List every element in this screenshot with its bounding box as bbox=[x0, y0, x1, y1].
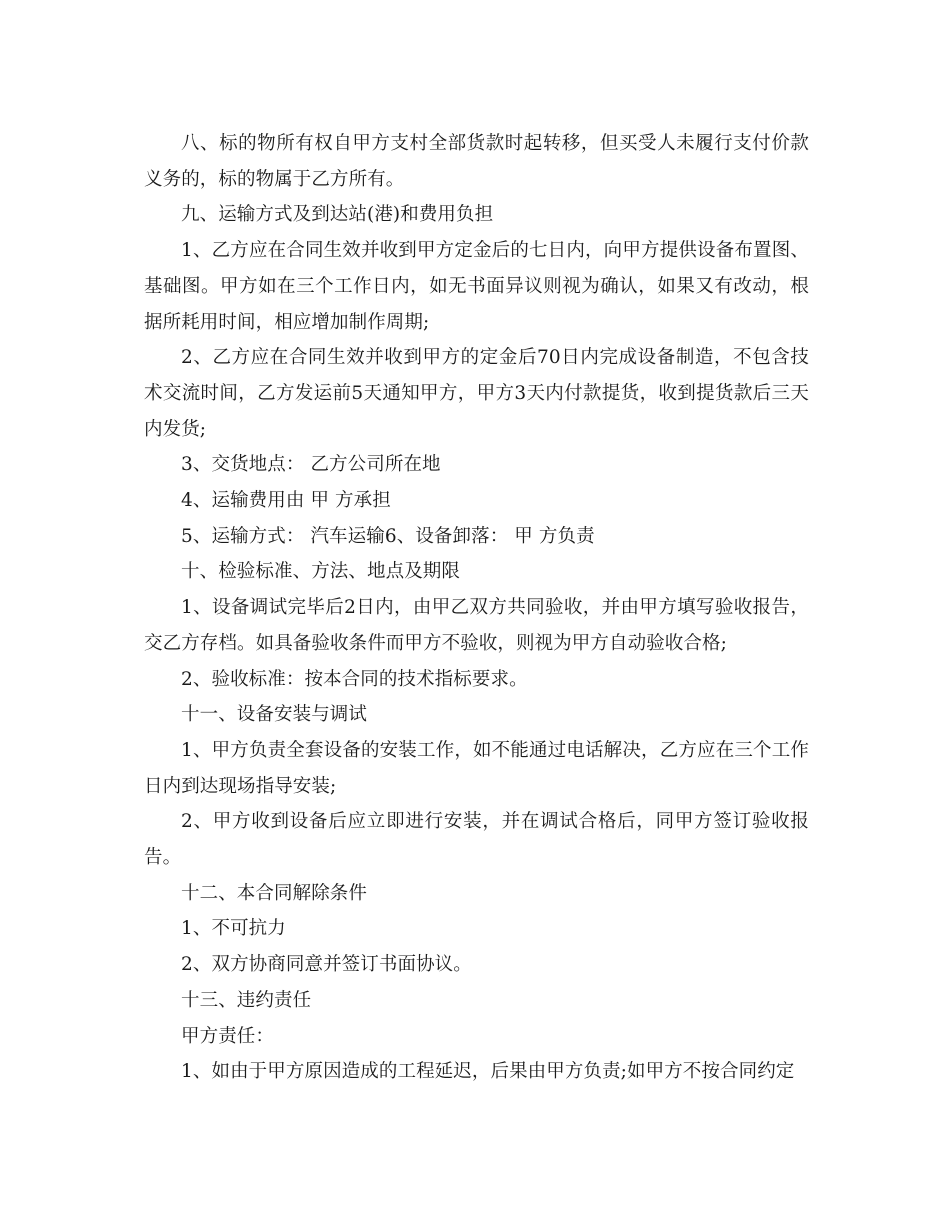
clause-11-item-2: 2、甲方收到设备后应立即进行安装，并在调试合格后，同甲方签订验收报告。 bbox=[144, 811, 809, 869]
clause-9-item-3: 3、交货地点： 乙方公司所在地 bbox=[181, 454, 441, 476]
clause-12-heading: 十二、本合同解除条件 bbox=[181, 882, 368, 904]
clause-10-heading: 十、检验标准、方法、地点及期限 bbox=[181, 561, 461, 583]
party-a-responsibility-item-1: 1、如由于甲方原因造成的工程延迟，后果由甲方负责;如甲方不按合同约定 bbox=[181, 1061, 795, 1083]
clause-12-item-2: 2、双方协商同意并签订书面协议。 bbox=[181, 954, 472, 976]
clause-11-heading: 十一、设备安装与调试 bbox=[181, 704, 368, 726]
clause-8-ownership-transfer: 八、标的物所有权自甲方支村全部货款时起转移，但买受人未履行支付价款义务的，标的物属于乙方所有。 bbox=[144, 133, 809, 190]
clause-9-item-2: 2、乙方应在合同生效并收到甲方的定金后70日内完成设备制造，不包含技术交流时间，乙方发运前5天通知甲方，甲方3天内付款提货，收到提货款后三天内发货; bbox=[144, 347, 809, 440]
clause-10-item-2: 2、验收标准：按本合同的技术指标要求。 bbox=[181, 668, 528, 690]
document-body bbox=[144, 126, 809, 1090]
party-a-responsibility-heading: 甲方责任： bbox=[181, 1025, 275, 1047]
clause-9-item-4: 4、运输费用由 甲 方承担 bbox=[181, 490, 391, 512]
clause-12-item-1: 1、不可抗力 bbox=[181, 918, 286, 940]
clause-9-item-1: 1、乙方应在合同生效并收到甲方定金后的七日内，向甲方提供设备布置图、基础图。甲方如在三个工作日内，如无书面异议则视为确认，如果又有改动，根据所耗用时间，相应增加制作周期; bbox=[144, 240, 809, 333]
clause-10-item-1: 1、设备调试完毕后2日内，由甲乙双方共同验收，并由甲方填写验收报告，交乙方存档。如具备验收条件而甲方不验收，则视为甲方自动验收合格; bbox=[144, 597, 809, 654]
clause-13-heading: 十三、违约责任 bbox=[181, 989, 312, 1011]
clause-9-heading: 九、运输方式及到达站(港)和费用负担 bbox=[181, 204, 494, 226]
clause-9-item-5: 5、运输方式： 汽车运输6、设备卸落： 甲 方负责 bbox=[181, 525, 595, 547]
clause-11-item-1: 1、甲方负责全套设备的安装工作，如不能通过电话解决，乙方应在三个工作日内到达现场指导安装; bbox=[144, 739, 809, 797]
